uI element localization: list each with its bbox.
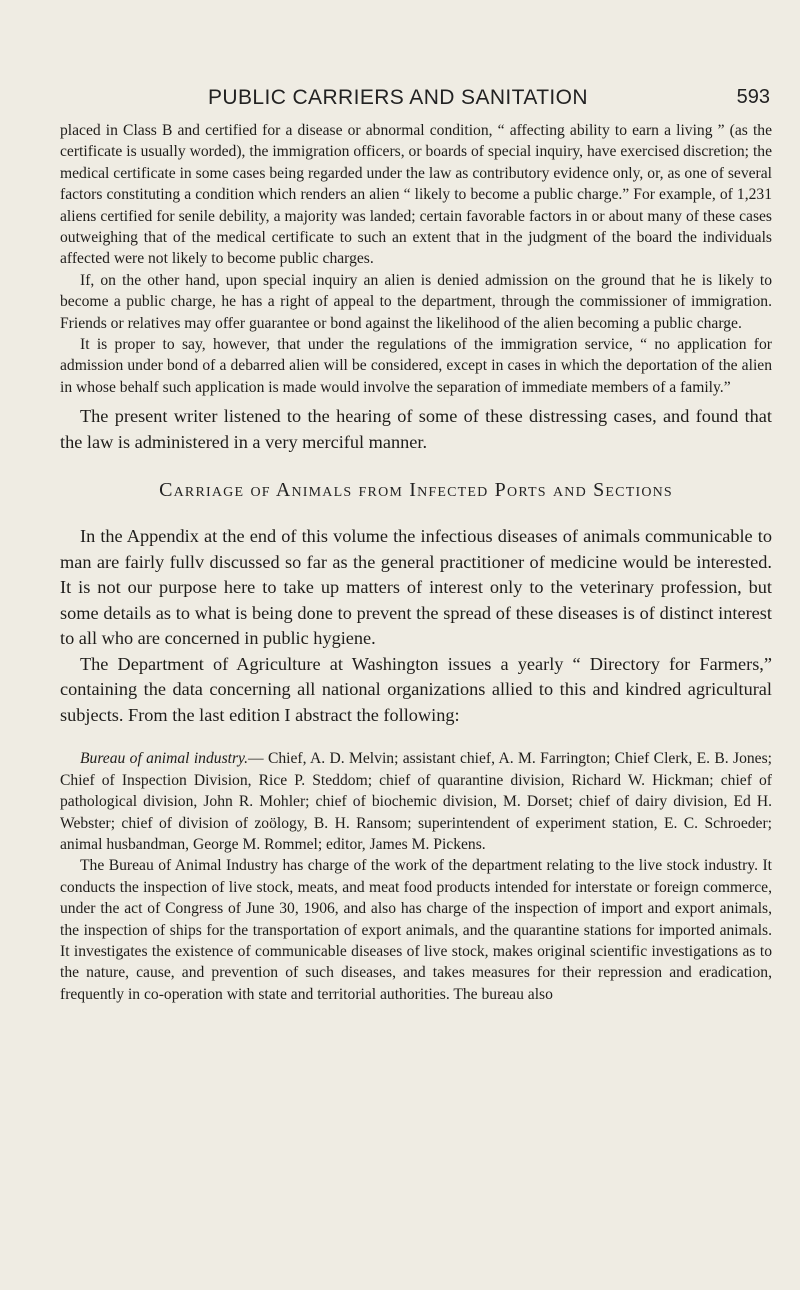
page-header xyxy=(60,86,770,112)
page-number: 593 xyxy=(736,86,770,108)
page-content xyxy=(60,120,772,1005)
running-title: PUBLIC CARRIERS AND SANITATION xyxy=(208,86,588,109)
paragraph: The Bureau of Animal Industry has charge of the work of the department relating to the live stock industry. It conducts the inspection of live stock, meats, and meat food products intended for interstate or foreign commerce, under the act of Congress of June 30, 1906, and also has charge of the inspection of import and export animals, the inspection of ships for the transportation of export animals, and the quarantine stations for imported animals. It investigates the existence of communicable diseases of live stock, makes original scientific investigations as to the nature, cause, and prevention of such diseases, and takes measures for their repression and eradication, frequently in co-operation with state and territorial authorities. The bureau also xyxy=(60,857,772,1003)
paragraph: The present writer listened to the hearing of some of these distressing cases, and found that the law is administered in a very merciful manner. xyxy=(60,406,772,452)
text-block-animals xyxy=(60,524,772,728)
bureau-name: Bureau of animal industry. xyxy=(80,750,248,768)
paragraph: In the Appendix at the end of this volume the infectious diseases of animals communicable to man are fairly fullv discussed so far as the general practitioner of medicine would be interested. It is not our purpose here to take up matters of interest only to the veterinary profession, but some details as to what is being done to prevent the spread of these diseases is of distinct interest to all who are concerned in public hygiene. xyxy=(60,526,772,649)
text-block-bureau xyxy=(60,748,772,1005)
paragraph-bureau-staff xyxy=(60,748,772,855)
paragraph: placed in Class B and certified for a disease or abnormal condition, “ affecting ability to earn a living ” (as the certificate is usually worded), the immigration officers, or boards of special inquiry, have exercised discretion; the medical certificate in some cases being regarded under the law as contributory evidence only, or, as one of several factors constituting a condition which renders an alien “ likely to become a public charge.” For example, of 1,231 aliens certified for senile debility, a majority was landed; certain favorable factors in or about many of these cases outweighing that of the medical certificate to such an extent that in the judgment of the board the individuals affected were not likely to become public charges. xyxy=(60,122,772,268)
paragraph: The Department of Agriculture at Washington issues a yearly “ Directory for Farmers,” containing the data concerning all national organizations allied to this and kindred agricultural subjects. From the last edition I abstract the following: xyxy=(60,653,772,725)
bureau-staff-list: — Chief, A. D. Melvin; assistant chief, A. M. Farrington; Chief Clerk, E. B. Jones; Chief of Inspection Division, Rice P. Steddom; chief of quarantine division, Richard W. Hickman; chief of pathological division, John R. Mohler; chief of biochemic division, M. Dorset; chief of dairy division, Ed H. Webster; chief of division of zoölogy, B. H. Ransom; superintendent of experiment station, E. C. Schroeder; animal husbandman, George M. Rommel; editor, James M. Pickens. xyxy=(60,750,772,853)
paragraph: It is proper to say, however, that under the regulations of the immigration service, “ no application for admission under bond of a debarred alien will be considered, except in cases in which the deportation of the alien in whose behalf such application is made would involve the separation of immediate members of a family.” xyxy=(60,336,772,396)
text-block-immigration xyxy=(60,120,772,398)
section-heading: Carriage of Animals from Infected Ports and Sections xyxy=(159,479,673,502)
paragraph: If, on the other hand, upon special inquiry an alien is denied admission on the ground that he is likely to become a public charge, he has a right of appeal to the department, through the commissioner of immigration. Friends or relatives may offer guarantee or bond against the likelihood of the alien becoming a public charge. xyxy=(60,271,772,332)
text-block-summary xyxy=(60,404,772,455)
